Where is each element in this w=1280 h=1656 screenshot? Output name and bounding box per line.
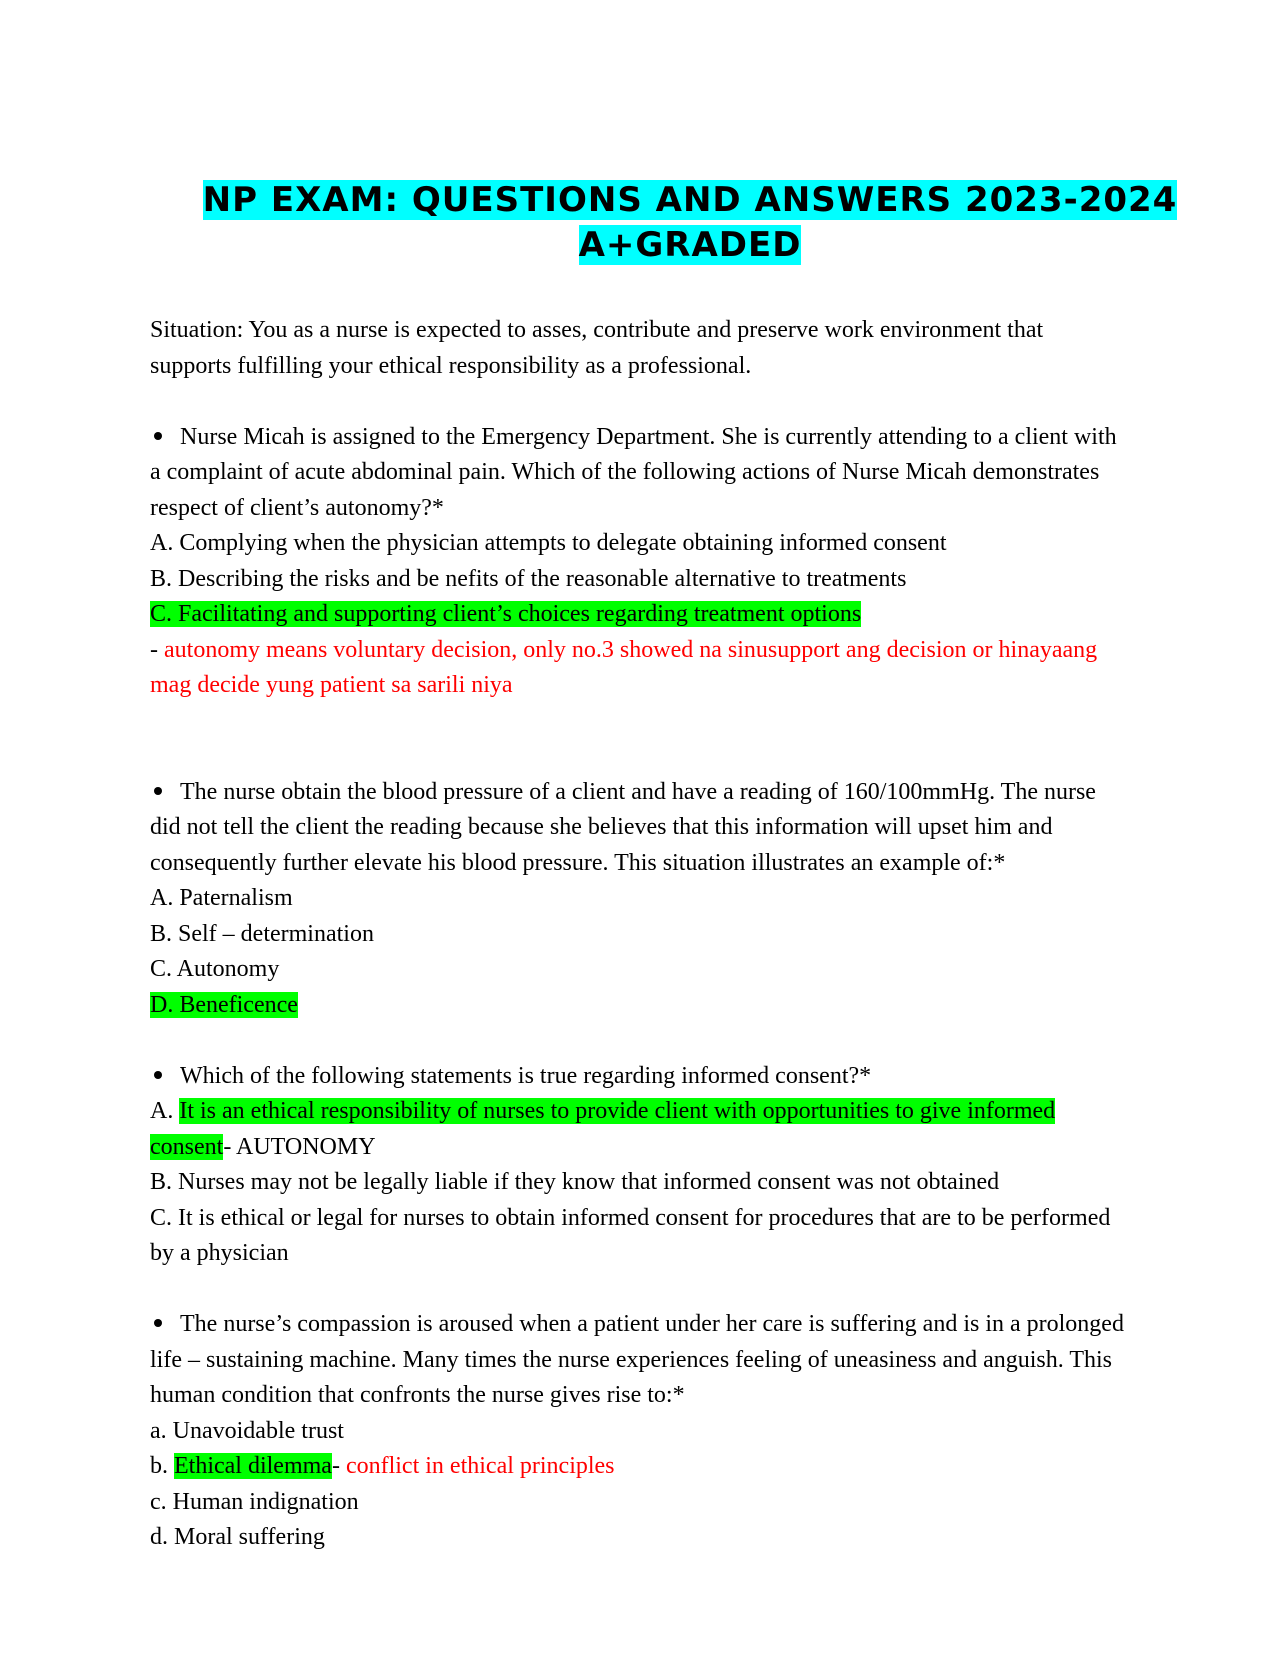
question-3-option-b: B. Nurses may not be legally liable if they know that informed consent was not obtained bbox=[150, 1169, 1000, 1195]
situation-text: Situation: You as a nurse is expected to asses, contribute and preserve work environment that supports fulfilling your ethical responsibility as a professional. bbox=[150, 317, 1044, 379]
question-4-option-c: c. Human indignation bbox=[150, 1488, 359, 1515]
question-3 bbox=[150, 1059, 1130, 1095]
question-4-option-b bbox=[150, 1449, 1130, 1485]
question-2-option-c: C. Autonomy bbox=[150, 956, 280, 982]
question-4-option-d: d. Moral suffering bbox=[150, 1524, 325, 1550]
question-2-text: The nurse obtain the blood pressure of a client and have a reading of 160/100mmHg. The nurse did not tell the client the reading because she believes that this information will upset him and consequently further elevate his blood pressure. This situation illustrates an example of:* bbox=[150, 778, 1096, 876]
question-1-note-dash: - bbox=[150, 636, 164, 663]
bullet-icon bbox=[154, 1071, 162, 1079]
bullet-icon bbox=[154, 787, 162, 795]
question-2-option-a: A. Paternalism bbox=[150, 885, 293, 911]
question-3-answer-highlight: It is an ethical responsibility of nurses to provide client with opportunities to give informed consent bbox=[150, 1098, 1056, 1160]
question-3-option-a-prefix: A. bbox=[150, 1098, 180, 1124]
question-2-option-d bbox=[150, 988, 1130, 1024]
question-1-option-b: B. Describing the risks and be nefits of the reasonable alternative to treatments bbox=[150, 565, 907, 592]
bullet-icon bbox=[154, 1319, 162, 1327]
question-3-option-a-suffix: - AUTONOMY bbox=[223, 1133, 376, 1160]
question-1 bbox=[150, 420, 1130, 527]
question-3-option-a bbox=[150, 1094, 1130, 1165]
page-title bbox=[150, 178, 1230, 268]
question-1-option-a: A. Complying when the physician attempts to delegate obtaining informed consent bbox=[150, 530, 947, 556]
document-body bbox=[150, 313, 1130, 1556]
question-3-option-c: C. It is ethical or legal for nurses to obtain informed consent for procedures that are to be performed by a physician bbox=[150, 1204, 1111, 1266]
question-2-option-b: B. Self – determination bbox=[150, 920, 374, 947]
bullet-icon bbox=[154, 432, 162, 440]
question-4-option-b-dash: - bbox=[331, 1453, 346, 1479]
question-4-answer-highlight: Ethical dilemma bbox=[174, 1453, 332, 1479]
title-line-1: NP EXAM: QUESTIONS AND ANSWERS 2023-2024 bbox=[202, 180, 1178, 220]
title-line-2: A+GRADED bbox=[578, 225, 802, 265]
question-4-text: The nurse’s compassion is aroused when a patient under her care is suffering and is in a prolonged life – sustaining machine. Many times the nurse experiences feeling of uneasiness and anguish. This human condition that confronts the nurse gives rise to:* bbox=[150, 1311, 1124, 1408]
question-4-option-a: a. Unavoidable trust bbox=[150, 1417, 344, 1444]
question-1-option-c bbox=[150, 597, 1130, 633]
question-2 bbox=[150, 775, 1130, 882]
question-4 bbox=[150, 1307, 1130, 1414]
question-3-text: Which of the following statements is true regarding informed consent?* bbox=[180, 1062, 872, 1089]
question-2-answer-highlight: D. Beneficence bbox=[150, 991, 298, 1018]
question-4-option-b-prefix: b. bbox=[150, 1453, 174, 1479]
question-1-note-text: autonomy means voluntary decision, only no.3 showed na sinusupport ang decision or hinayaang mag decide yung patient sa sarili niya bbox=[150, 636, 1098, 698]
question-4-note-text: conflict in ethical principles bbox=[345, 1453, 615, 1479]
question-1-text: Nurse Micah is assigned to the Emergency Department. She is currently attending to a client with a complaint of acute abdominal pain. Which of the following actions of Nurse Micah demonstrates respect of client’s autonomy?* bbox=[150, 423, 1117, 521]
question-1-answer-highlight: C. Facilitating and supporting client’s choices regarding treatment options bbox=[150, 601, 862, 627]
question-1-note bbox=[150, 633, 1130, 704]
